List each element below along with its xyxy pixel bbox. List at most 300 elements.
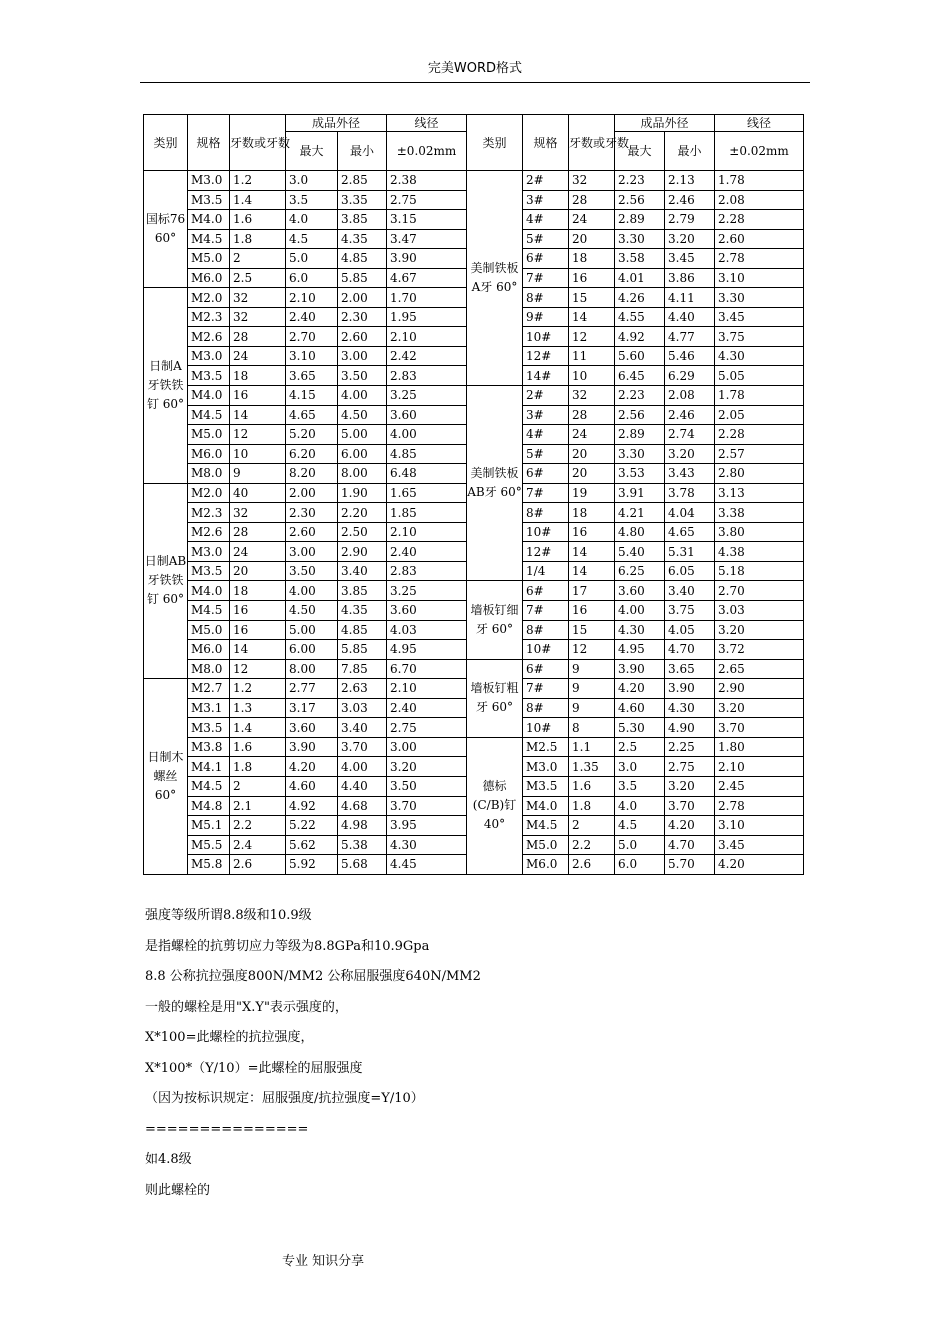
right-max-cell: 5.60 [615, 346, 665, 366]
right-min-cell: 2.46 [665, 405, 715, 425]
left-wire-cell: 4.67 [387, 268, 467, 288]
right-spec-cell: 7# [523, 679, 569, 699]
left-spec-cell: M3.8 [188, 737, 230, 757]
left-max-cell: 4.60 [286, 776, 338, 796]
right-min-cell: 3.20 [665, 444, 715, 464]
left-max-cell: 3.0 [286, 171, 338, 191]
left-threads-cell: 2.1 [230, 796, 286, 816]
left-threads-cell: 18 [230, 366, 286, 386]
left-min-cell: 4.35 [338, 229, 387, 249]
left-spec-cell: M4.0 [188, 581, 230, 601]
note-line: 如4.8级 [145, 1152, 192, 1167]
left-spec-cell: M5.0 [188, 620, 230, 640]
note-line: X*100=此螺栓的抗拉强度， [145, 1030, 314, 1045]
left-spec-cell: M3.5 [188, 366, 230, 386]
left-wire-cell: 2.83 [387, 561, 467, 581]
right-min-cell: 4.05 [665, 620, 715, 640]
left-wire-cell: 2.10 [387, 327, 467, 347]
right-max-cell: 2.23 [615, 171, 665, 191]
left-threads-cell: 20 [230, 561, 286, 581]
category-header: 类别 [144, 115, 188, 171]
right-max-cell: 2.5 [615, 737, 665, 757]
right-threads-cell: 16 [569, 268, 615, 288]
right-min-cell: 6.29 [665, 366, 715, 386]
right-spec-cell: 7# [523, 268, 569, 288]
right-wire-cell: 2.90 [715, 679, 804, 699]
right-threads-cell: 14 [569, 561, 615, 581]
left-max-cell: 8.20 [286, 464, 338, 484]
right-wire-cell: 2.05 [715, 405, 804, 425]
right-threads-cell: 16 [569, 522, 615, 542]
right-spec-cell: 6# [523, 249, 569, 269]
left-spec-cell: M8.0 [188, 464, 230, 484]
table-row [144, 386, 804, 406]
left-max-cell: 4.92 [286, 796, 338, 816]
right-spec-cell: 10# [523, 327, 569, 347]
left-min-cell: 1.90 [338, 483, 387, 503]
right-spec-cell: 7# [523, 601, 569, 621]
left-threads-cell: 1.6 [230, 210, 286, 230]
left-max-cell: 5.62 [286, 835, 338, 855]
right-threads-cell: 8 [569, 718, 615, 738]
left-threads-cell: 32 [230, 288, 286, 308]
right-spec-cell: M6.0 [523, 855, 569, 875]
right-max-cell: 2.89 [615, 210, 665, 230]
right-max-cell: 3.91 [615, 483, 665, 503]
right-max-cell: 3.30 [615, 229, 665, 249]
right-spec-cell: 6# [523, 659, 569, 679]
left-wire-cell: 1.70 [387, 288, 467, 308]
left-spec-cell: M3.1 [188, 698, 230, 718]
left-spec-cell: M2.3 [188, 503, 230, 523]
right-min-cell: 6.05 [665, 561, 715, 581]
left-threads-cell: 18 [230, 581, 286, 601]
left-min-cell: 4.85 [338, 249, 387, 269]
right-wire-cell: 3.20 [715, 620, 804, 640]
left-threads-cell: 12 [230, 659, 286, 679]
left-threads-cell: 1.4 [230, 190, 286, 210]
min-header-right: 最小 [665, 132, 715, 171]
left-wire-cell: 2.40 [387, 698, 467, 718]
left-threads-cell: 1.4 [230, 718, 286, 738]
left-max-cell: 2.40 [286, 307, 338, 327]
left-wire-cell: 2.40 [387, 542, 467, 562]
left-threads-cell: 16 [230, 620, 286, 640]
left-max-cell: 6.00 [286, 640, 338, 660]
outer-diameter-header: 成品外径 [286, 115, 387, 132]
left-wire-cell: 4.03 [387, 620, 467, 640]
left-wire-cell: 4.85 [387, 444, 467, 464]
right-threads-cell: 15 [569, 288, 615, 308]
left-max-cell: 2.77 [286, 679, 338, 699]
right-spec-cell: 8# [523, 698, 569, 718]
right-spec-cell: 6# [523, 581, 569, 601]
left-wire-cell: 3.25 [387, 386, 467, 406]
note-line: 是指螺栓的抗剪切应力等级为8.8GPa和10.9Gpa [145, 938, 430, 954]
right-max-cell: 4.26 [615, 288, 665, 308]
right-min-cell: 3.43 [665, 464, 715, 484]
left-wire-cell: 3.60 [387, 601, 467, 621]
left-min-cell: 3.70 [338, 737, 387, 757]
left-min-cell: 4.68 [338, 796, 387, 816]
right-min-cell: 5.31 [665, 542, 715, 562]
right-max-cell: 4.92 [615, 327, 665, 347]
right-max-cell: 2.56 [615, 405, 665, 425]
spec-header: 规格 [188, 115, 230, 171]
right-min-cell: 4.11 [665, 288, 715, 308]
right-max-cell: 4.01 [615, 268, 665, 288]
right-wire-cell: 3.10 [715, 816, 804, 836]
left-max-cell: 3.00 [286, 542, 338, 562]
right-min-cell: 3.20 [665, 229, 715, 249]
right-threads-cell: 20 [569, 464, 615, 484]
right-max-cell: 3.5 [615, 776, 665, 796]
right-max-cell: 3.58 [615, 249, 665, 269]
left-min-cell: 2.63 [338, 679, 387, 699]
left-spec-cell: M2.3 [188, 307, 230, 327]
right-category-3: 墙板钉粗牙 60° [467, 659, 523, 737]
left-min-cell: 3.50 [338, 366, 387, 386]
left-min-cell: 2.00 [338, 288, 387, 308]
left-min-cell: 2.50 [338, 522, 387, 542]
left-min-cell: 4.00 [338, 757, 387, 777]
right-wire-cell: 2.60 [715, 229, 804, 249]
right-threads-cell: 28 [569, 405, 615, 425]
left-min-cell: 7.85 [338, 659, 387, 679]
right-category-4: 德标(C/B)钉 40° [467, 737, 523, 874]
right-threads-cell: 9 [569, 659, 615, 679]
right-min-cell: 2.13 [665, 171, 715, 191]
left-max-cell: 4.65 [286, 405, 338, 425]
left-wire-cell: 3.50 [387, 776, 467, 796]
note-line: （因为按标识规定：屈服强度/抗拉强度=Y/10） [145, 1091, 424, 1106]
right-max-cell: 4.0 [615, 796, 665, 816]
left-min-cell: 5.85 [338, 268, 387, 288]
right-spec-cell: 10# [523, 718, 569, 738]
right-wire-cell: 3.10 [715, 268, 804, 288]
right-threads-cell: 9 [569, 679, 615, 699]
left-max-cell: 6.0 [286, 268, 338, 288]
right-threads-cell: 16 [569, 601, 615, 621]
left-threads-cell: 1.8 [230, 229, 286, 249]
right-max-cell: 4.80 [615, 522, 665, 542]
right-threads-cell: 12 [569, 640, 615, 660]
right-wire-cell: 5.05 [715, 366, 804, 386]
right-wire-cell: 5.18 [715, 561, 804, 581]
left-max-cell: 4.00 [286, 581, 338, 601]
left-spec-cell: M4.0 [188, 210, 230, 230]
left-threads-cell: 16 [230, 601, 286, 621]
right-threads-cell: 14 [569, 307, 615, 327]
right-min-cell: 4.04 [665, 503, 715, 523]
left-spec-cell: M4.0 [188, 386, 230, 406]
right-wire-cell: 1.78 [715, 171, 804, 191]
right-threads-cell: 20 [569, 229, 615, 249]
left-spec-cell: M3.5 [188, 190, 230, 210]
right-spec-cell: M5.0 [523, 835, 569, 855]
left-max-cell: 3.5 [286, 190, 338, 210]
right-max-cell: 3.53 [615, 464, 665, 484]
right-max-cell: 4.00 [615, 601, 665, 621]
left-wire-cell: 4.95 [387, 640, 467, 660]
right-category-1: 美制铁板AB牙 60° [467, 386, 523, 581]
right-min-cell: 4.77 [665, 327, 715, 347]
right-min-cell: 3.65 [665, 659, 715, 679]
left-max-cell: 3.65 [286, 366, 338, 386]
right-min-cell: 4.90 [665, 718, 715, 738]
left-wire-cell: 3.90 [387, 249, 467, 269]
left-spec-cell: M2.0 [188, 483, 230, 503]
left-spec-cell: M4.1 [188, 757, 230, 777]
right-wire-cell: 3.45 [715, 307, 804, 327]
left-wire-cell: 2.10 [387, 679, 467, 699]
right-min-cell: 4.20 [665, 816, 715, 836]
left-spec-cell: M5.5 [188, 835, 230, 855]
right-spec-cell: M3.5 [523, 776, 569, 796]
left-spec-cell: M2.7 [188, 679, 230, 699]
right-wire-cell: 2.80 [715, 464, 804, 484]
left-min-cell: 4.35 [338, 601, 387, 621]
note-line: 一般的螺栓是用"X.Y"表示强度的， [145, 999, 348, 1015]
left-min-cell: 2.20 [338, 503, 387, 523]
right-min-cell: 3.70 [665, 796, 715, 816]
left-max-cell: 4.15 [286, 386, 338, 406]
left-category-2: 日制AB牙铁铁钉 60° [144, 483, 188, 678]
note-line: X*100*（Y/10）=此螺栓的屈服强度 [145, 1060, 363, 1076]
left-wire-cell: 2.38 [387, 171, 467, 191]
left-spec-cell: M6.0 [188, 640, 230, 660]
right-max-cell: 5.0 [615, 835, 665, 855]
left-max-cell: 2.60 [286, 522, 338, 542]
right-spec-cell: 2# [523, 386, 569, 406]
note-line: 8.8 公称抗拉强度800N/MM2 公称屈服强度640N/MM2 [145, 969, 481, 984]
right-wire-cell: 1.78 [715, 386, 804, 406]
right-wire-cell: 4.20 [715, 855, 804, 875]
left-spec-cell: M6.0 [188, 444, 230, 464]
left-min-cell: 3.40 [338, 718, 387, 738]
right-min-cell: 3.86 [665, 268, 715, 288]
right-max-cell: 2.23 [615, 386, 665, 406]
right-wire-cell: 4.38 [715, 542, 804, 562]
right-spec-cell: M3.0 [523, 757, 569, 777]
right-min-cell: 5.70 [665, 855, 715, 875]
tolerance-header: ±0.02mm [387, 132, 467, 171]
right-threads-cell: 2.2 [569, 835, 615, 855]
table-row [144, 659, 804, 679]
right-min-cell: 3.40 [665, 581, 715, 601]
right-wire-cell: 3.38 [715, 503, 804, 523]
right-max-cell: 4.5 [615, 816, 665, 836]
right-threads-cell: 17 [569, 581, 615, 601]
left-spec-cell: M4.5 [188, 601, 230, 621]
left-max-cell: 3.90 [286, 737, 338, 757]
left-threads-cell: 12 [230, 425, 286, 445]
right-spec-cell: M2.5 [523, 737, 569, 757]
right-spec-cell: 3# [523, 190, 569, 210]
right-spec-cell: 2# [523, 171, 569, 191]
left-max-cell: 4.5 [286, 229, 338, 249]
right-wire-cell: 1.80 [715, 737, 804, 757]
right-min-cell: 3.90 [665, 679, 715, 699]
left-wire-cell: 1.85 [387, 503, 467, 523]
right-max-cell: 3.60 [615, 581, 665, 601]
left-threads-cell: 24 [230, 346, 286, 366]
left-threads-cell: 2 [230, 249, 286, 269]
right-max-cell: 4.20 [615, 679, 665, 699]
right-max-cell: 4.60 [615, 698, 665, 718]
left-spec-cell: M2.6 [188, 327, 230, 347]
right-spec-cell: 4# [523, 425, 569, 445]
left-min-cell: 4.85 [338, 620, 387, 640]
left-spec-cell: M4.5 [188, 405, 230, 425]
left-wire-cell: 3.00 [387, 737, 467, 757]
right-min-cell: 2.75 [665, 757, 715, 777]
left-max-cell: 5.22 [286, 816, 338, 836]
right-max-cell: 6.45 [615, 366, 665, 386]
right-min-cell: 3.75 [665, 601, 715, 621]
left-wire-cell: 1.65 [387, 483, 467, 503]
table-row [144, 581, 804, 601]
left-wire-cell: 4.30 [387, 835, 467, 855]
left-min-cell: 4.40 [338, 776, 387, 796]
left-spec-cell: M3.5 [188, 561, 230, 581]
table-row [144, 737, 804, 757]
left-min-cell: 6.00 [338, 444, 387, 464]
left-max-cell: 6.20 [286, 444, 338, 464]
left-min-cell: 3.00 [338, 346, 387, 366]
left-threads-cell: 2.6 [230, 855, 286, 875]
left-min-cell: 2.60 [338, 327, 387, 347]
right-threads-cell: 15 [569, 620, 615, 640]
max-header-right: 最大 [615, 132, 665, 171]
left-max-cell: 5.20 [286, 425, 338, 445]
left-min-cell: 3.40 [338, 561, 387, 581]
left-spec-cell: M2.0 [188, 288, 230, 308]
left-threads-cell: 2 [230, 776, 286, 796]
right-min-cell: 3.45 [665, 249, 715, 269]
right-wire-cell: 3.70 [715, 718, 804, 738]
right-wire-cell: 3.45 [715, 835, 804, 855]
left-threads-cell: 1.2 [230, 171, 286, 191]
left-wire-cell: 3.20 [387, 757, 467, 777]
right-max-cell: 5.30 [615, 718, 665, 738]
left-wire-cell: 3.60 [387, 405, 467, 425]
right-min-cell: 4.70 [665, 640, 715, 660]
left-threads-cell: 1.2 [230, 679, 286, 699]
left-min-cell: 8.00 [338, 464, 387, 484]
right-wire-cell: 3.13 [715, 483, 804, 503]
left-spec-cell: M2.6 [188, 522, 230, 542]
right-wire-cell: 3.72 [715, 640, 804, 660]
left-wire-cell: 4.45 [387, 855, 467, 875]
right-wire-cell: 3.03 [715, 601, 804, 621]
left-threads-cell: 1.3 [230, 698, 286, 718]
right-threads-cell: 1.6 [569, 776, 615, 796]
left-max-cell: 5.0 [286, 249, 338, 269]
right-max-cell: 6.0 [615, 855, 665, 875]
left-min-cell: 2.90 [338, 542, 387, 562]
left-min-cell: 5.38 [338, 835, 387, 855]
left-max-cell: 2.70 [286, 327, 338, 347]
left-min-cell: 3.03 [338, 698, 387, 718]
right-threads-cell: 24 [569, 425, 615, 445]
left-min-cell: 5.00 [338, 425, 387, 445]
left-wire-cell: 2.10 [387, 522, 467, 542]
right-threads-cell: 28 [569, 190, 615, 210]
left-wire-cell: 3.47 [387, 229, 467, 249]
right-category-0: 美制铁板A牙 60° [467, 171, 523, 386]
right-min-cell: 2.74 [665, 425, 715, 445]
left-spec-cell: M5.0 [188, 425, 230, 445]
right-category-2: 墙板钉细牙 60° [467, 581, 523, 659]
left-threads-cell: 1.6 [230, 737, 286, 757]
right-spec-cell: 8# [523, 503, 569, 523]
max-header: 最大 [286, 132, 338, 171]
right-threads-cell: 2.6 [569, 855, 615, 875]
right-max-cell: 4.30 [615, 620, 665, 640]
right-threads-cell: 1.1 [569, 737, 615, 757]
left-max-cell: 5.92 [286, 855, 338, 875]
left-threads-cell: 28 [230, 327, 286, 347]
left-min-cell: 3.85 [338, 581, 387, 601]
right-threads-cell: 12 [569, 327, 615, 347]
category-header-right: 类别 [467, 115, 523, 171]
left-threads-cell: 2.2 [230, 816, 286, 836]
left-max-cell: 3.50 [286, 561, 338, 581]
left-threads-cell: 28 [230, 522, 286, 542]
spec-table-body [144, 115, 804, 875]
right-min-cell: 5.46 [665, 346, 715, 366]
left-threads-cell: 2.5 [230, 268, 286, 288]
left-max-cell: 4.0 [286, 210, 338, 230]
left-category-0: 国标76 60° [144, 171, 188, 288]
left-threads-cell: 14 [230, 640, 286, 660]
right-max-cell: 3.90 [615, 659, 665, 679]
right-min-cell: 4.30 [665, 698, 715, 718]
left-threads-cell: 10 [230, 444, 286, 464]
right-threads-cell: 2 [569, 816, 615, 836]
left-max-cell: 8.00 [286, 659, 338, 679]
right-spec-cell: 8# [523, 288, 569, 308]
page-header: 完美WORD格式 [140, 52, 810, 83]
left-category-1: 日制A牙铁铁钉 60° [144, 288, 188, 483]
left-threads-cell: 32 [230, 307, 286, 327]
left-wire-cell: 3.25 [387, 581, 467, 601]
left-threads-cell: 1.8 [230, 757, 286, 777]
right-wire-cell: 2.65 [715, 659, 804, 679]
left-spec-cell: M4.8 [188, 796, 230, 816]
right-wire-cell: 2.57 [715, 444, 804, 464]
right-threads-cell: 1.35 [569, 757, 615, 777]
right-spec-cell: 10# [523, 640, 569, 660]
right-spec-cell: 5# [523, 444, 569, 464]
left-min-cell: 4.00 [338, 386, 387, 406]
right-threads-cell: 9 [569, 698, 615, 718]
left-min-cell: 3.35 [338, 190, 387, 210]
right-max-cell: 3.30 [615, 444, 665, 464]
wire-diameter-header-right: 线径 [715, 115, 804, 132]
left-wire-cell: 2.83 [387, 366, 467, 386]
left-wire-cell: 1.95 [387, 307, 467, 327]
right-wire-cell: 2.78 [715, 796, 804, 816]
threads-header-right: 牙数或牙数 [569, 115, 615, 171]
right-spec-cell: 12# [523, 542, 569, 562]
min-header: 最小 [338, 132, 387, 171]
left-max-cell: 4.50 [286, 601, 338, 621]
left-threads-cell: 40 [230, 483, 286, 503]
strength-grade-notes [145, 906, 481, 1211]
note-line: 则此螺栓的 [145, 1182, 211, 1198]
